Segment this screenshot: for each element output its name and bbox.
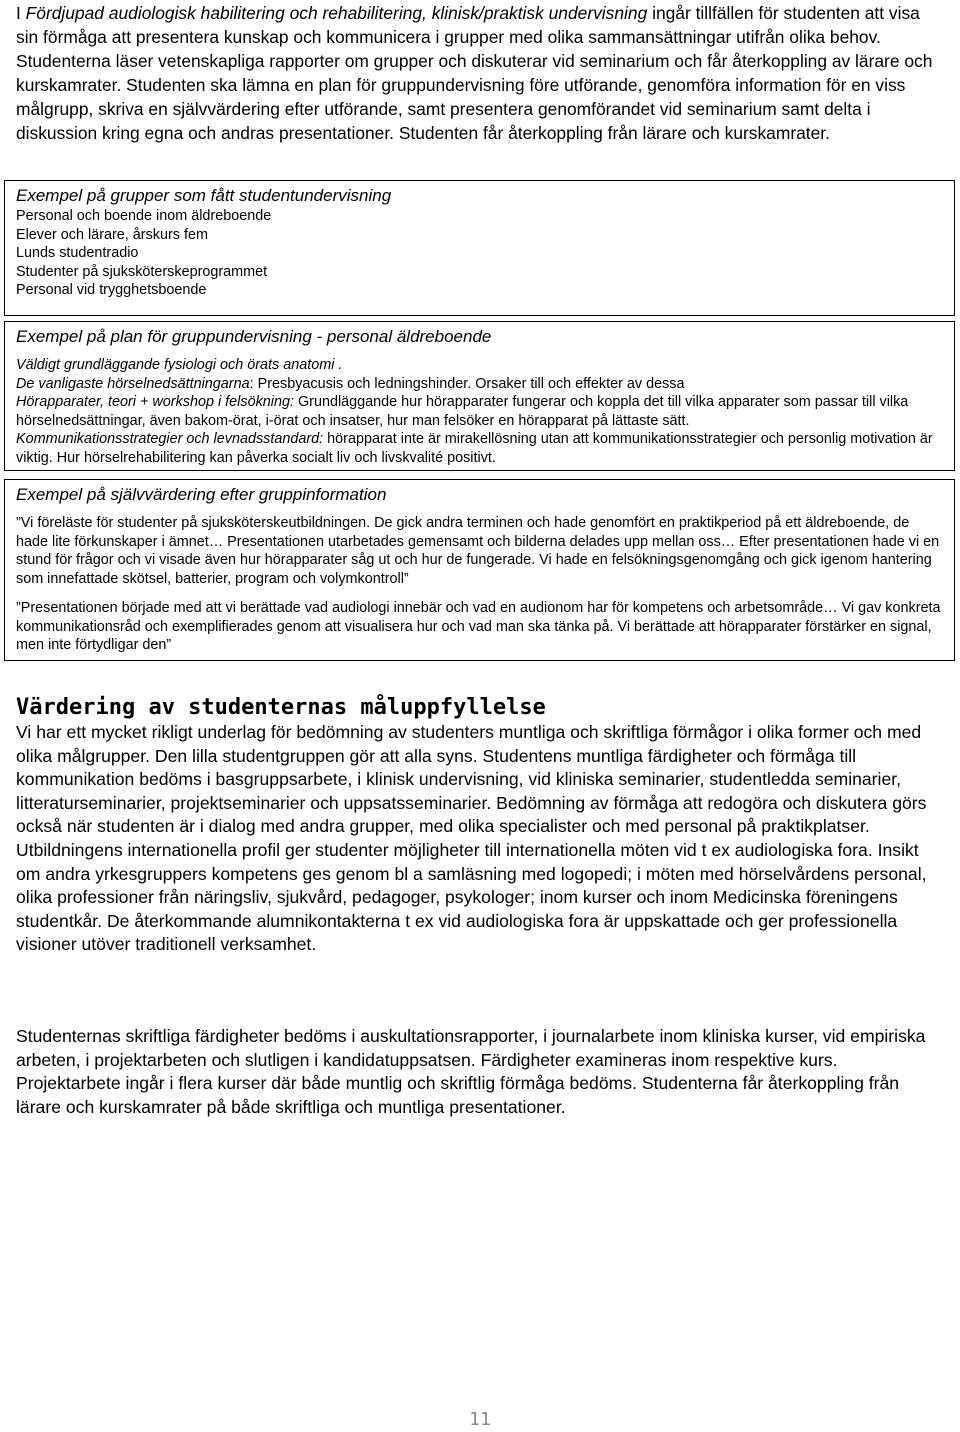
- plan-line-3-label: Hörapparater, teori + workshop i felsökning:: [16, 394, 294, 410]
- evaluation-quote-2: ”Presentationen började med att vi berättade vad audiologi innebär och vad en audionom har för kompetens och arbetsområde… Vi gav konkreta kommunikationsråd och exemplifierades genom att visualisera hur och vad man ska tänka på. Vi berättade att hörapparater förstärker en signal, men inte förtydligar den”: [16, 600, 941, 653]
- list-item: Personal vid trygghetsboende: [16, 282, 207, 298]
- list-item: Lunds studentradio: [16, 245, 139, 261]
- plan-line-3-text: Grundläggande hur hörapparater fungerar och koppla det till vilka apparater som passar till vilka hörselnedsättningar, även bakom-örat, i-örat och insatser, hur man felsöker en hörapparat på lättaste sätt.: [16, 394, 909, 429]
- plan-line: [16, 356, 944, 375]
- section-paragraph-2: Studenternas skriftliga färdigheter bedöms i auskultationsrapporter, i journalarbete inom kliniska kurser, vid empiriska arbeten, i projektarbeten och slutligen i kandidatuppsatsen. Färdigheter examineras inom respektive kurs. Projektarbete ingår i flera kurser där både muntlig och skriftlig förmåga bedöms. Studenterna får återkoppling från lärare och kurskamrater på både skriftliga och muntliga presentationer.: [16, 1026, 926, 1117]
- evaluation-box-title: Exempel på självvärdering efter gruppinformation: [16, 485, 387, 504]
- groups-box-title: Exempel på grupper som fått studentundervisning: [16, 186, 392, 205]
- plan-line: [16, 375, 944, 394]
- evaluation-box: [4, 479, 955, 661]
- plan-box-title: Exempel på plan för gruppundervisning - personal äldreboende: [16, 327, 492, 346]
- plan-line: [16, 393, 944, 430]
- groups-box: [4, 180, 955, 316]
- intro-text: ingår tillfällen för studenten att visa sin förmåga att presentera kunskap och kommunicera i grupper med olika sammansättningar utifrån olika behov. Studenterna läser vetenskapliga rapporter om grupper och diskuterar vid seminarium och får återkoppling av lärare och kurskamrater. Studenten ska lämna en plan för gruppundervisning före utförande, genomföra information för en viss målgrupp, skriva en självvärdering efter utförande, samt presentera genomförandet vid seminarium samt delta i diskussion kring egna och andras presentationer. Studenten får återkoppling från lärare och kurskamrater.: [16, 3, 933, 143]
- list-item: Studenter på sjuksköterskeprogrammet: [16, 263, 268, 280]
- plan-line-4-label: Kommunikationsstrategier och levnadsstandard:: [16, 431, 324, 447]
- plan-box: [4, 321, 955, 471]
- list-item: Elever och lärare, årskurs fem: [16, 226, 208, 243]
- plan-line-2-text: : Presbyacusis och ledningshinder. Orsaker till och effekter av dessa: [249, 375, 685, 392]
- page-number: 11: [469, 1409, 491, 1430]
- plan-line: [16, 430, 944, 467]
- plan-line-2-label: De vanligaste hörselnedsättningarna: [16, 375, 250, 392]
- list-item: Personal och boende inom äldreboende: [16, 208, 272, 224]
- evaluation-quote-1: ”Vi föreläste för studenter på sjuksköterskeutbildningen. De gick andra terminen och hade genomfört en praktikperiod på ett äldreboende, de hade lite förkunskaper i ämnet… Presentationen utarbetades gemensamt och bilderna delades upp mellan oss… Efter presentationen hade vi en stund för frågor och vi visade även hur hörapparater såg ut och hur de fungerade. Vi hade en felsökningsgenomgång och gick igenom hantering som innefattade skötsel, batterier, program och volymkontroll”: [16, 515, 940, 587]
- section-paragraph-1: Vi har ett mycket rikligt underlag för bedömning av studenters muntliga och skriftliga förmågor i olika former och med olika målgrupper. Den lilla studentgruppen gör att alla syns. Studentens muntliga färdigheter och förmåga till kommunikation bedöms i basgruppsarbete, i klinisk undervisning, vid kliniska seminarier, studentledda seminarier, litteraturseminarier, projektseminarier och uppsatsseminarier. Bedömning av förmåga att redogöra och diskutera görs också när studenten är i dialog med andra grupper, med olika specialister och med personal på praktikplatser. Utbildningens internationella profil ger studenter möjligheter till internationella möten vid t ex audiologiska fora. Insikt om andra yrkesgruppers kompetens ges genom bl a samläsning med logopedi; i möten med hörselvårdens personal, olika professioner från näringsliv, sjukvård, pedagoger, psykologer; inom kurser och inom Medicinska föreningens studentkår. De återkommande alumnikontakterna t ex vid audiologiska fora är uppskattade och ger professionella visioner utöver traditionell verksamhet.: [16, 722, 927, 955]
- plan-line-1: Väldigt grundläggande fysiologi och örats anatomi .: [16, 357, 343, 373]
- intro-paragraph: [16, 1, 946, 145]
- intro-prefix: I: [16, 3, 26, 23]
- section-heading: Värdering av studenternas måluppfyllelse: [16, 695, 546, 720]
- plan-line-4-text: hörapparat inte är mirakellösning utan att kommunikationsstrategier och personlig motivation är viktig. Hur hörselrehabilitering kan påverka socialt liv och livskvalité positivt.: [16, 431, 933, 466]
- course-name: Fördjupad audiologisk habilitering och rehabilitering, klinisk/praktisk undervisning: [25, 3, 648, 23]
